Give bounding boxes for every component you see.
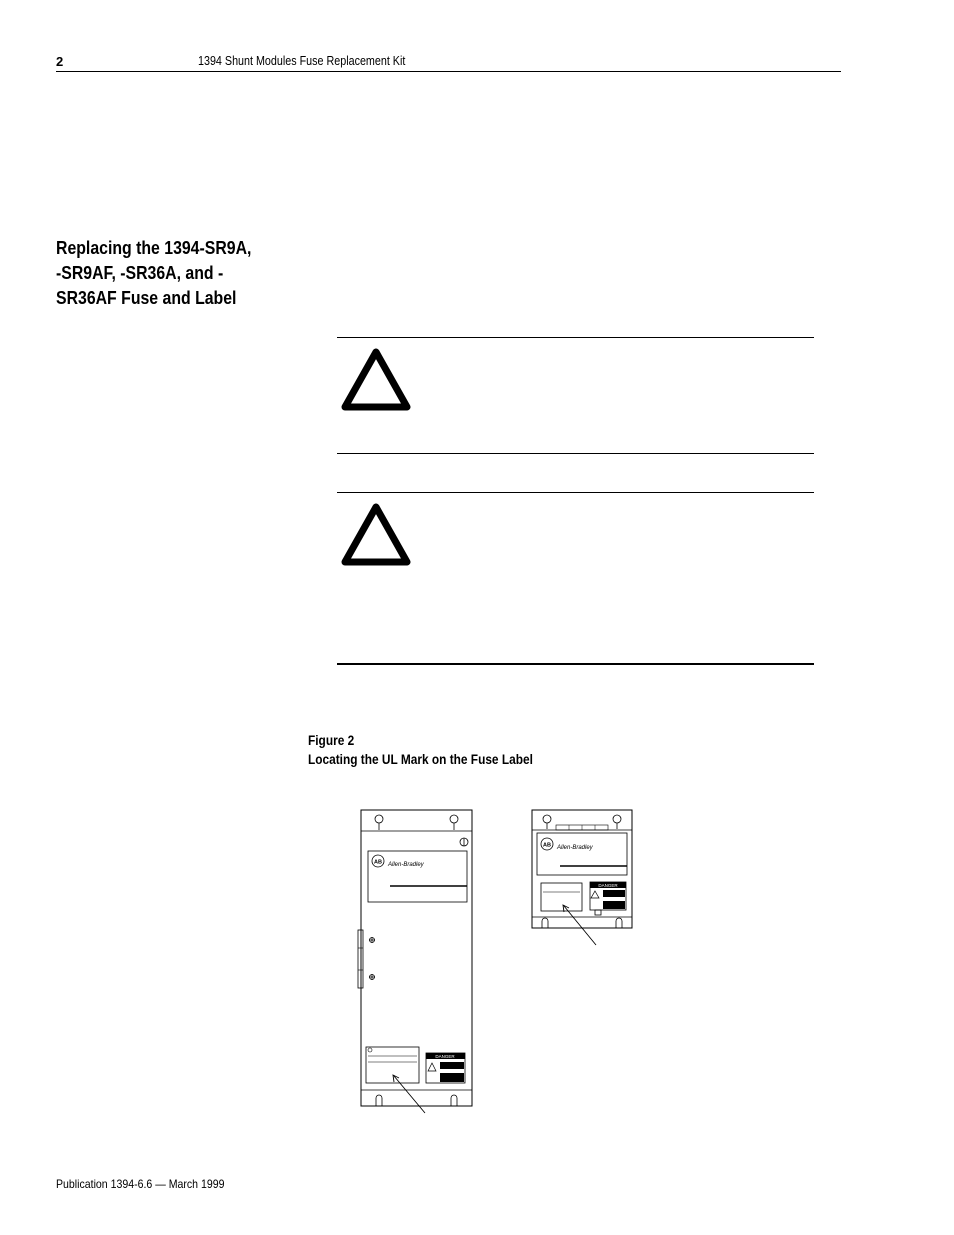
ground-symbol-icon — [368, 1048, 372, 1052]
warning-triangle-icon — [428, 1063, 436, 1071]
small-shunt-module — [532, 810, 632, 928]
danger-text-large: DANGER — [435, 1054, 455, 1059]
danger-label-small — [590, 882, 626, 909]
attention-block-1-top-rule — [337, 337, 814, 338]
logo-badge-text: AB — [374, 859, 382, 866]
figure-illustration — [350, 800, 650, 1125]
section-heading-line-3: SR36AF Fuse and Label — [56, 288, 237, 308]
header-rule — [56, 71, 841, 72]
danger-text-small: DANGER — [598, 883, 618, 888]
attention-block-2-bottom-rule — [337, 663, 814, 665]
footer-publication: Publication 1394-6.6 — March 1999 — [56, 1177, 225, 1191]
mounting-screw-icon — [369, 937, 375, 980]
running-title: 1394 Shunt Modules Fuse Replacement Kit — [198, 54, 406, 68]
figure-number: Figure 2 — [308, 733, 355, 748]
brand-label-small: Allen-Bradley — [557, 845, 593, 851]
warning-triangle-icon — [340, 346, 412, 412]
danger-label-large — [426, 1053, 465, 1082]
allen-bradley-logo-icon — [541, 838, 553, 850]
page-number: 2 — [56, 54, 64, 69]
warning-triangle-icon — [591, 891, 599, 898]
brand-label-large: Allen-Bradley — [388, 862, 424, 868]
attention-block-1-bottom-rule — [337, 453, 814, 454]
large-shunt-module — [358, 810, 472, 1106]
allen-bradley-logo-icon — [372, 855, 384, 867]
warning-triangle-icon — [340, 501, 412, 567]
logo-badge-text: AB — [543, 842, 551, 849]
section-heading-line-1: Replacing the 1394-SR9A, — [56, 238, 252, 258]
section-heading-line-2: -SR9AF, -SR36A, and - — [56, 263, 224, 283]
section-heading — [56, 236, 267, 311]
ul-mark-pointer-large — [393, 1075, 425, 1113]
attention-block-2-top-rule — [337, 492, 814, 493]
figure-caption: Locating the UL Mark on the Fuse Label — [308, 752, 533, 767]
